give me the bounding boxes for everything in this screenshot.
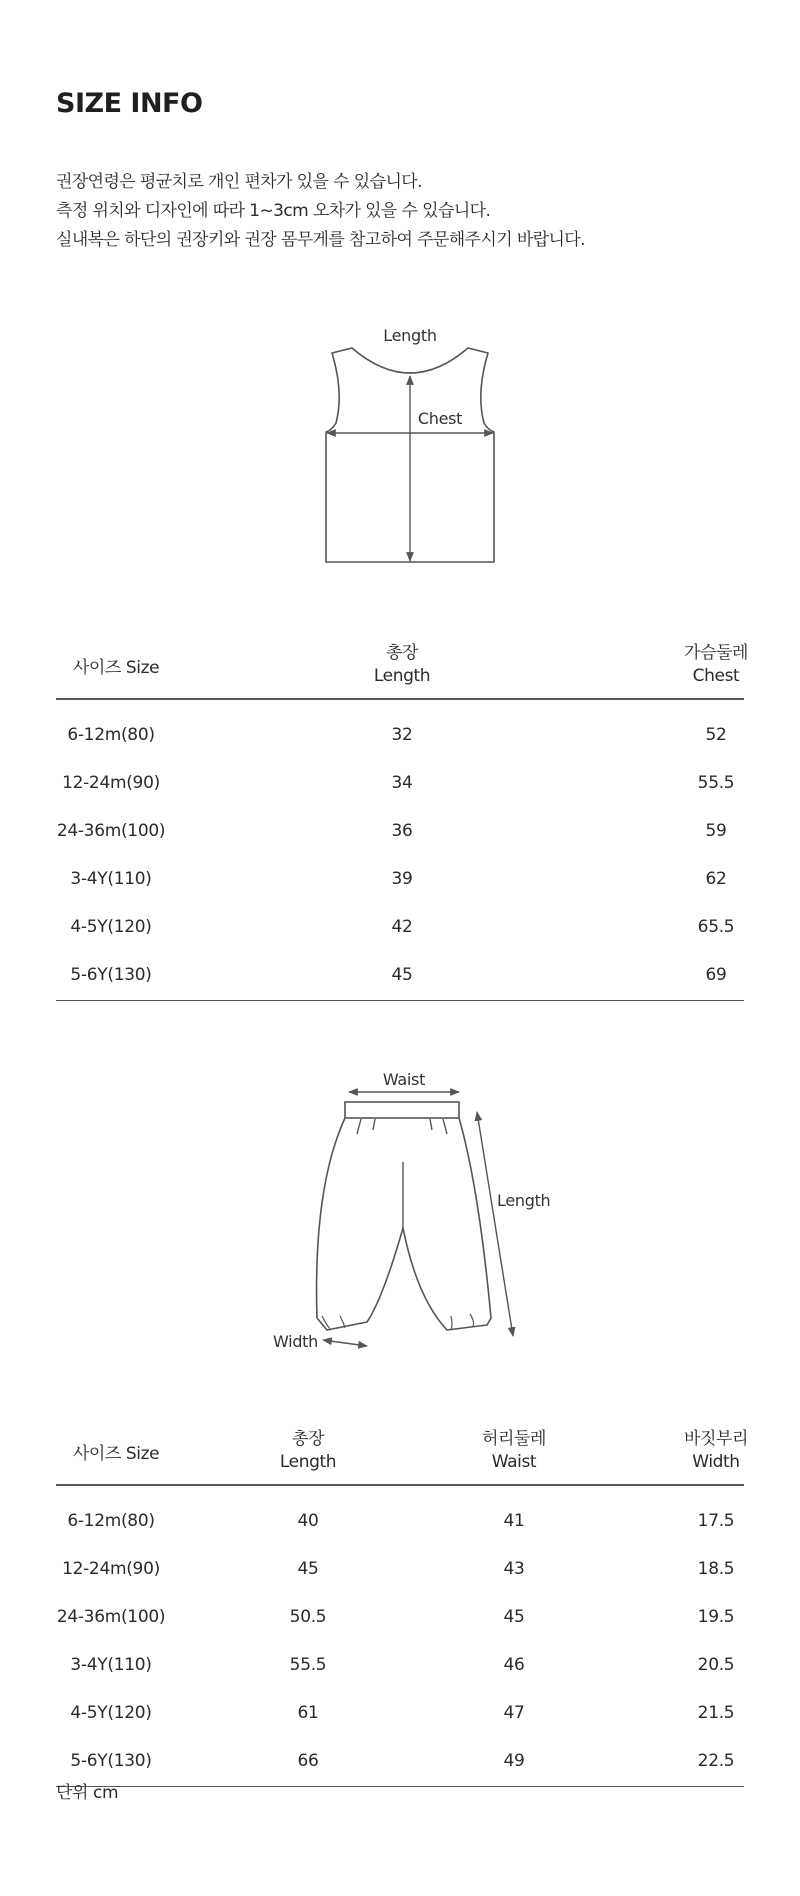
header-waist: 허리둘레 Waist [481,1429,547,1472]
note-line: 측정 위치와 디자인에 따라 1~3cm 오차가 있을 수 있습니다. [56,201,491,221]
waist-label: Waist [382,1070,426,1089]
table-row: 24-36m(100) 50.5 45 19.5 [56,1607,735,1627]
table-footer-rule [56,1000,744,1001]
page-title: SIZE INFO [56,88,203,119]
note-line: 실내복은 하단의 권장키와 권장 몸무게를 참고하여 주문해주시기 바랍니다. [56,230,585,250]
header-length: 총장 Length [373,643,431,686]
size-notes [56,168,585,255]
note-line: 권장연령은 평균치로 개인 편차가 있을 수 있습니다. [56,172,422,192]
table-row: 6-12m(80) 32 52 [67,725,727,745]
table-header [56,618,749,700]
table-row: 6-12m(80) 40 41 17.5 [67,1511,735,1531]
table-row: 12-24m(90) 45 43 18.5 [62,1559,735,1579]
pants-diagram [265,1068,565,1351]
table-row: 5-6Y(130) 45 69 [70,965,727,985]
pants-size-table [56,1404,749,1787]
table-row: 3-4Y(110) 55.5 46 20.5 [70,1655,735,1675]
table-row: 12-24m(90) 34 55.5 [62,773,735,793]
pants-icon [265,1068,565,1351]
table-footer-rule [56,1786,744,1787]
unit-note: 단위 cm [56,1783,119,1803]
table-row: 4-5Y(120) 42 65.5 [70,917,735,937]
length-label: Length [383,326,437,345]
header-size: 사이즈 Size [72,658,160,678]
table-row: 5-6Y(130) 66 49 22.5 [70,1751,735,1771]
header-size: 사이즈 Size [72,1444,160,1464]
header-chest: 가슴둘레 Chest [683,643,749,686]
chest-label: Chest [417,409,463,428]
sleeveless-top-icon [300,318,520,568]
table-header [56,1404,749,1486]
length-label: Length [497,1191,551,1210]
table-row: 3-4Y(110) 39 62 [70,869,727,889]
width-label: Width [273,1332,318,1351]
header-length: 총장 Length [279,1429,337,1472]
header-width: 바짓부리 Width [683,1429,749,1472]
top-size-table [56,618,749,1001]
table-row: 4-5Y(120) 61 47 21.5 [70,1703,735,1723]
table-row: 24-36m(100) 36 59 [56,821,727,841]
top-diagram [300,318,520,568]
